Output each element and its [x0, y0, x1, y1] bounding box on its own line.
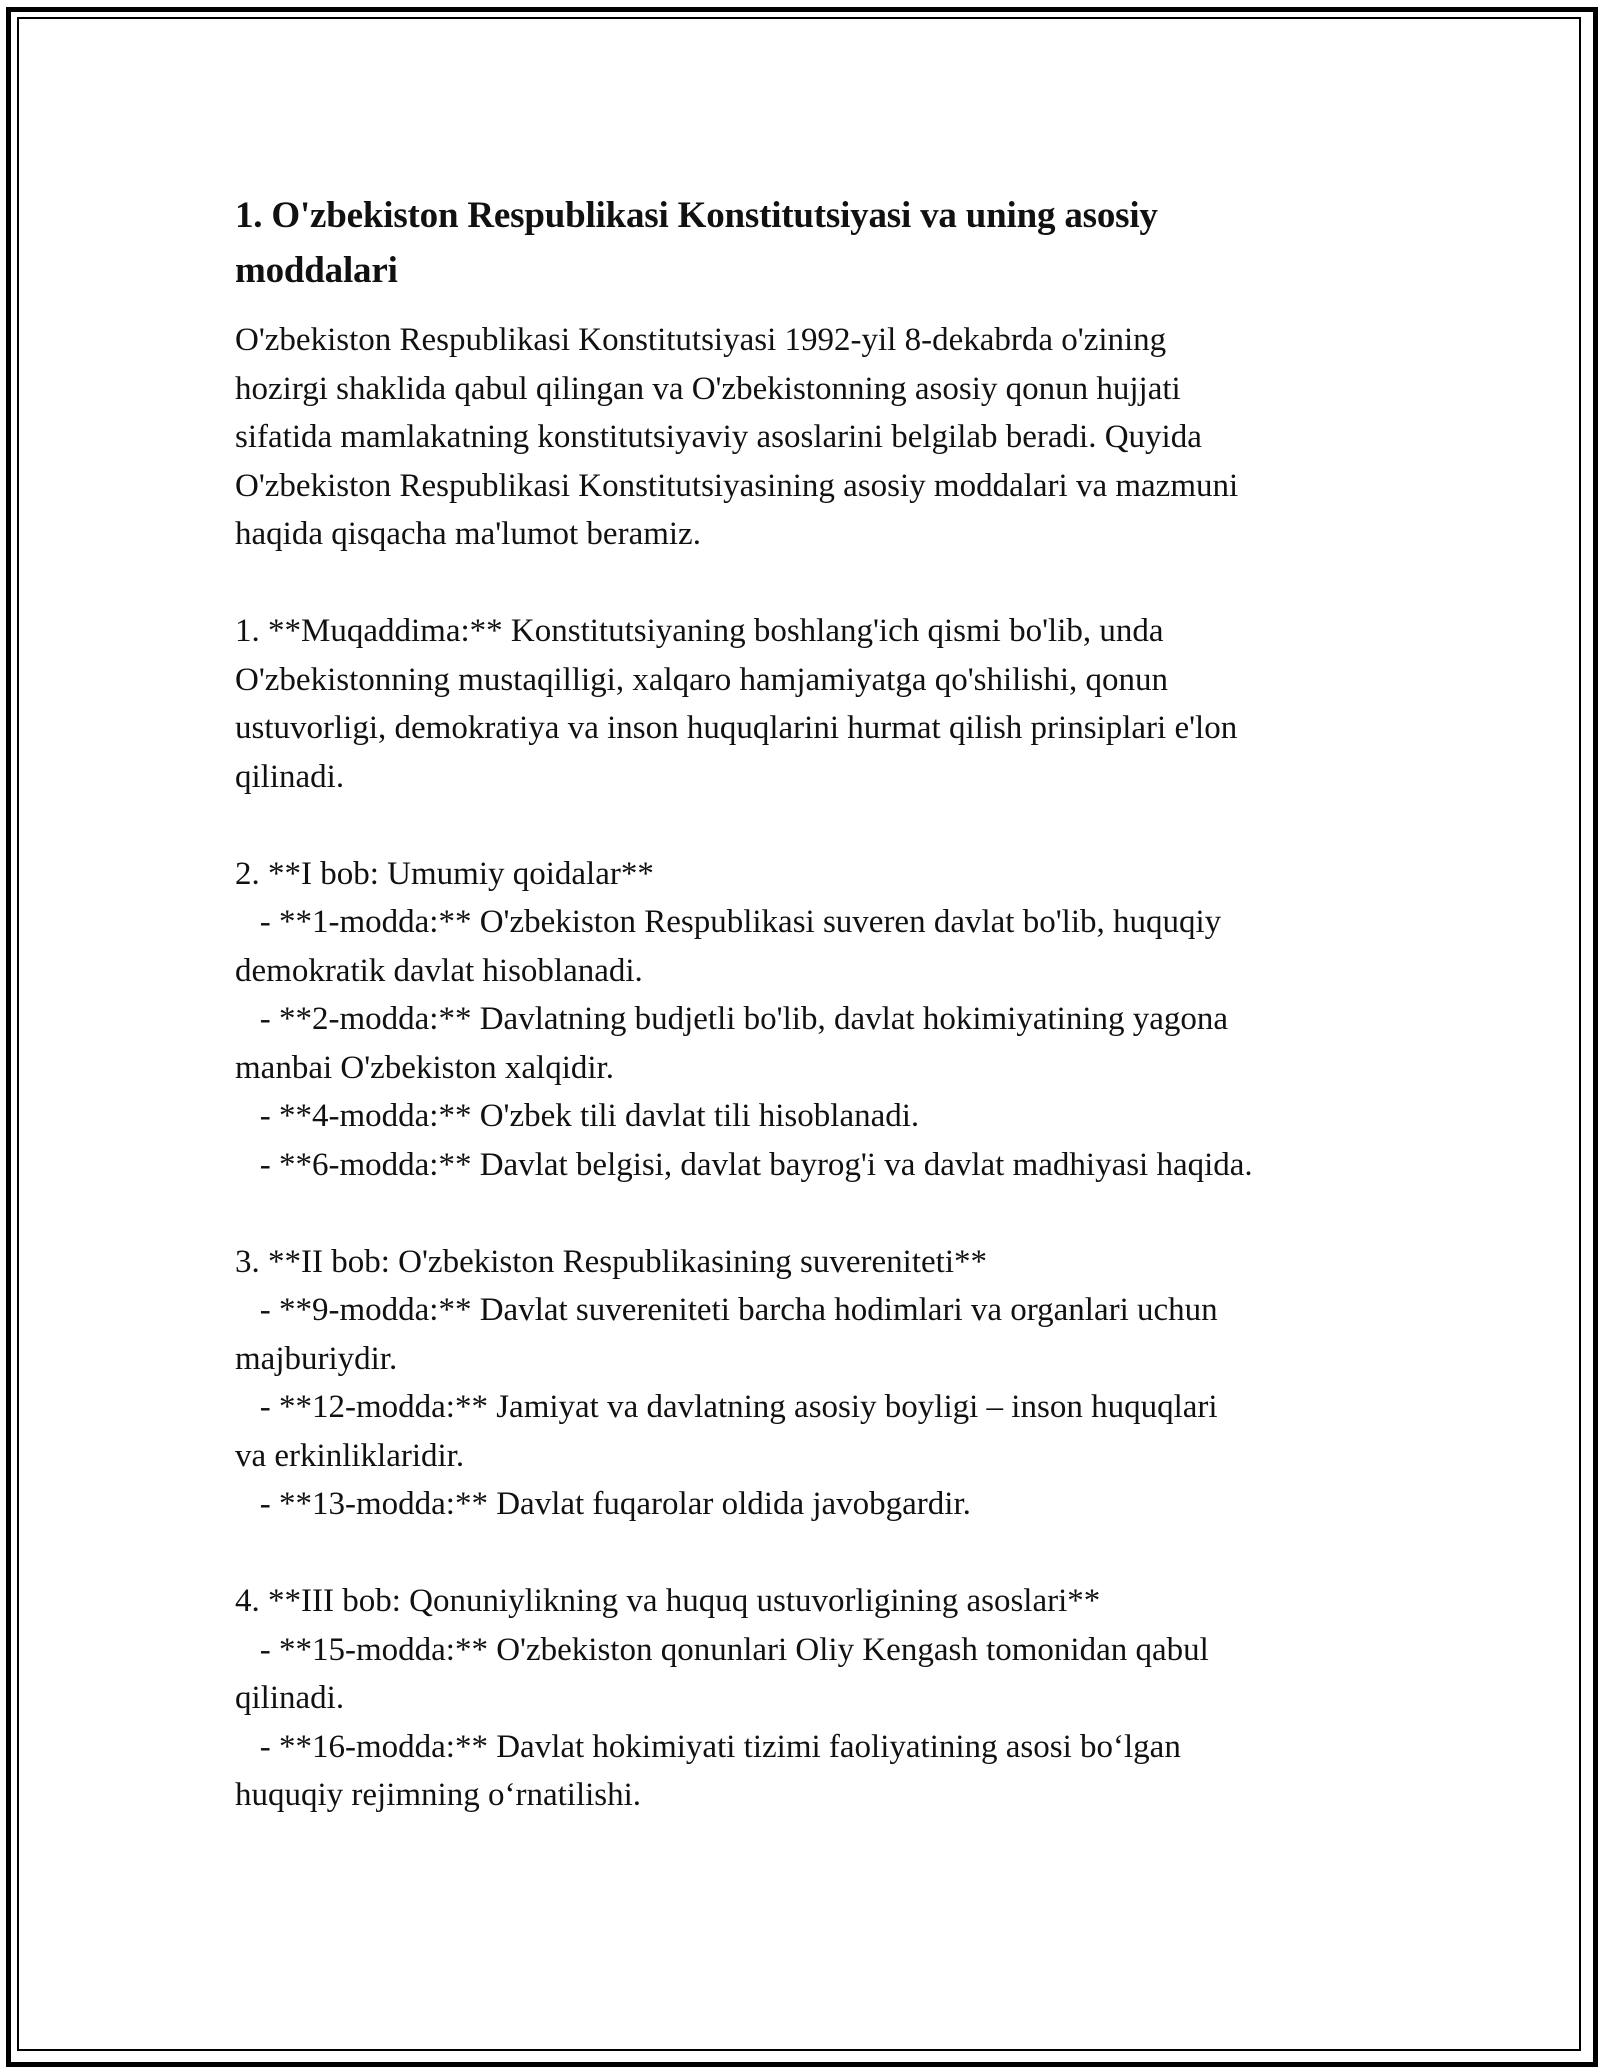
section-line: - **2-modda:** Davlatning budjetli bo'lib, davlat hokimiyatining yagona: [235, 1001, 1229, 1037]
section-chapter-1: [235, 850, 1385, 1190]
section-line: 2. **I bob: Umumiy qoidalar**: [235, 855, 654, 892]
section-line: - **6-modda:** Davlat belgisi, davlat bayrog'i va davlat madhiyasi haqida.: [235, 1146, 1253, 1183]
intro-line: O'zbekiston Respublikasi Konstitutsiyasining asosiy moddalari va mazmuni: [235, 467, 1239, 504]
section-line: - **4-modda:** O'zbek tili davlat tili hisoblanadi.: [235, 1098, 920, 1134]
section-line: majburiydir.: [235, 1340, 398, 1377]
intro-line: O'zbekiston Respublikasi Konstitutsiyasi 1992-yil 8-dekabrda o'zining: [235, 322, 1167, 358]
intro-line: hozirgi shaklida qabul qilingan va O'zbekistonning asosiy qonun hujjati: [235, 370, 1181, 407]
section-line: - **1-modda:** O'zbekiston Respublikasi suveren davlat bo'lib, huquqiy: [235, 904, 1222, 940]
section-line: qilinadi.: [235, 1680, 345, 1716]
section-line: - **12-modda:** Jamiyat va davlatning asosiy boyligi – inson huquqlari: [235, 1389, 1218, 1425]
intro-line: haqida qisqacha ma'lumot beramiz.: [235, 516, 701, 552]
section-line: 1. **Muqaddima:** Konstitutsiyaning boshlang'ich qismi bo'lib, unda: [235, 613, 1164, 649]
title-line: moddalari: [235, 250, 398, 291]
section-line: manbai O'zbekiston xalqidir.: [235, 1049, 614, 1086]
section-line: - **9-modda:** Davlat suvereniteti barcha hodimlari va organlari uchun: [235, 1292, 1218, 1328]
title-line: 1. O'zbekiston Respublikasi Konstitutsiyasi va uning asosiy: [235, 195, 1158, 236]
section-chapter-3: [235, 1577, 1385, 1820]
section-chapter-2: [235, 1238, 1385, 1529]
section-line: huquqiy rejimning o‘rnatilishi.: [235, 1777, 642, 1813]
section-line: demokratik davlat hisoblanadi.: [235, 952, 643, 989]
section-muqaddima: [235, 607, 1385, 801]
section-line: - **13-modda:** Davlat fuqarolar oldida javobgardir.: [235, 1486, 971, 1522]
section-line: 3. **II bob: O'zbekiston Respublikasining suvereniteti**: [235, 1243, 988, 1280]
section-line: qilinadi.: [235, 758, 345, 795]
intro-paragraph: [235, 316, 1385, 559]
section-line: O'zbekistonning mustaqilligi, xalqaro hamjamiyatga qo'shilishi, qonun: [235, 661, 1169, 698]
document-title: [235, 188, 1385, 298]
document-page: [235, 188, 1385, 1820]
section-line: - **16-modda:** Davlat hokimiyati tizimi faoliyatining asosi bo‘lgan: [235, 1728, 1181, 1765]
section-line: ustuvorligi, demokratiya va inson huquqlarini hurmat qilish prinsiplari e'lon: [235, 710, 1238, 746]
section-line: va erkinliklaridir.: [235, 1437, 465, 1474]
section-line: - **15-modda:** O'zbekiston qonunlari Oliy Kengash tomonidan qabul: [235, 1631, 1209, 1668]
intro-line: sifatida mamlakatning konstitutsiyaviy asoslarini belgilab beradi. Quyida: [235, 419, 1202, 455]
section-line: 4. **III bob: Qonuniylikning va huquq ustuvorligining asoslari**: [235, 1583, 1101, 1619]
